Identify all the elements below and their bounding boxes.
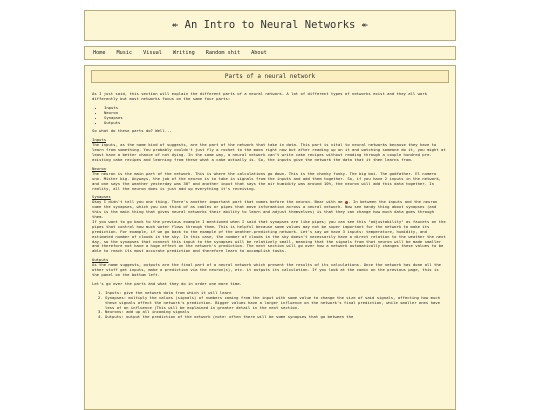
recap-item: 3. Neurons: add up all incoming signals	[105, 310, 448, 315]
synapses-paragraph	[92, 200, 448, 220]
nav-music-link[interactable]: Music	[116, 50, 133, 56]
recap-list	[92, 291, 448, 320]
article-body	[85, 83, 455, 320]
parts-list-item: • Synapses	[104, 116, 448, 121]
synapses-heading: Synapses	[92, 194, 111, 200]
parts-list	[92, 106, 448, 126]
synapses-paragraph-2: If you want to go back to the previous example I mentioned when I said that synapses are like pipes; you can see this "adjustability" as faucets on the pipes that control how much water flows through them. This is helpful because some values may not be super important for the network to make its prediction. For example, if we go back to the example of the weather-predicting network. Let's say we have 3 inputs: temperature, humidity, and estimated number of clouds in the sky. In this case, the number of clouds in the sky doesn't necessarily have a direct relation to the weather the next day, so the synapses that connect this input to the synapses will be relatively small, meaning that the signals from that neuron will be made smaller and therefore not have a huge effect on the network's prediction. The next section will go over how a network automatically changes these values to be able to reach its most accurate prediction and therefore learn to accomplish tasks.	[92, 218, 446, 254]
nav-random-link[interactable]: Random shit	[205, 50, 241, 56]
recap-item: 4. Outputs: output the prediction of the network (note: often there will be some synapses that go between the	[105, 315, 448, 320]
nav-about-link[interactable]: About	[251, 50, 267, 56]
outputs-heading: Outputs	[92, 257, 109, 263]
synapses-text-start: Okay I didn't tell you one thing. There's another important part that comes before the neuron. Bear with me	[92, 199, 343, 205]
site-header	[84, 10, 456, 41]
section-title: Parts of a neural network	[91, 70, 449, 83]
recap-item: 2. Synapses: multiply the values (signals) of numbers coming from the input with some value to change the size of said signals, affecting how much these signals affect the network's prediction. Bigger values have a larger influence on the network's final prediction, while smaller ones have less of an influence (This will be explained in greater detail in the next section.	[105, 296, 448, 311]
nav-writing-link[interactable]: Writing	[172, 50, 195, 56]
recap-intro: Let's go over the parts and what they do in order one more time.	[92, 280, 242, 286]
main-content	[84, 65, 456, 410]
inputs-paragraph: The inputs, as the name kind of suggests, are the part of the network that take in data. This part is vital to neural networks because they have to learn from something. You probably couldn't just fly a rocket to the moon right now but after reading up on it and watching someone do it, you might at least have a better chance of not dying. In the same way, a neural network can't write cake recipes without reading through a couple hundred pre-existing cake recipes and learning from these what a cake actually is. So, the inputs give the network the data that it then learns from.	[92, 142, 446, 162]
neuron-paragraph: The neuron is the main part of the network. This is where the calculations go down. This is the chonky funky. The big boi. The godfather. El numero uno. Mister big. Anyways, the job of the neuron is to take in signals from the inputs and add them together. So, if you have 2 inputs in the network, and one says the weather yesterday was 30° and another input that says the air humidity was around 10%, the neuron will add this data together. In reality, all the neuron does is just add up everything it's receiving.	[92, 170, 442, 191]
inputs-heading: Inputs	[92, 137, 107, 143]
outputs-paragraph: As the name suggests, outputs are the final part of a neural network which present the results of its calculations. Once the network has done all the other stuff get inputs, make a prediction via the neuron(s), etc. it outputs its calculation. If you look at the comic on the previous page, this is the panel on the bottom left.	[92, 262, 442, 277]
site-title: ↞ An Intro to Neural Networks ↞	[172, 19, 368, 31]
synapses-text-end: . In between the inputs and the neuron come the synapses, which you can think of as cables or pipes that move information across a neural network. Now see handy thing about synapses (and this is the main thing that gives neural networks their ability to learn and adjust themselves) is that they can change how much data goes through them.	[92, 199, 438, 220]
nav-visual-link[interactable]: Visual	[143, 50, 162, 56]
parts-list-item: • Outputs	[104, 121, 448, 126]
nav-bar	[84, 46, 456, 60]
question-paragraph: So what do these parts do? Well...	[92, 128, 172, 134]
recap-item: 1. Inputs: give the network data from which it will learn	[105, 291, 448, 296]
parts-list-item: • Inputs	[104, 106, 448, 111]
nav-home-link[interactable]: Home	[93, 50, 106, 56]
parts-list-item: • Neuron	[104, 111, 448, 116]
intro-paragraph: As I just said, this section will explain the different parts of a neural network. A lot of different types of networks exist and they all work differently but most networks focus on the same four parts:	[92, 91, 427, 101]
neuron-heading: Neuron	[92, 165, 107, 171]
